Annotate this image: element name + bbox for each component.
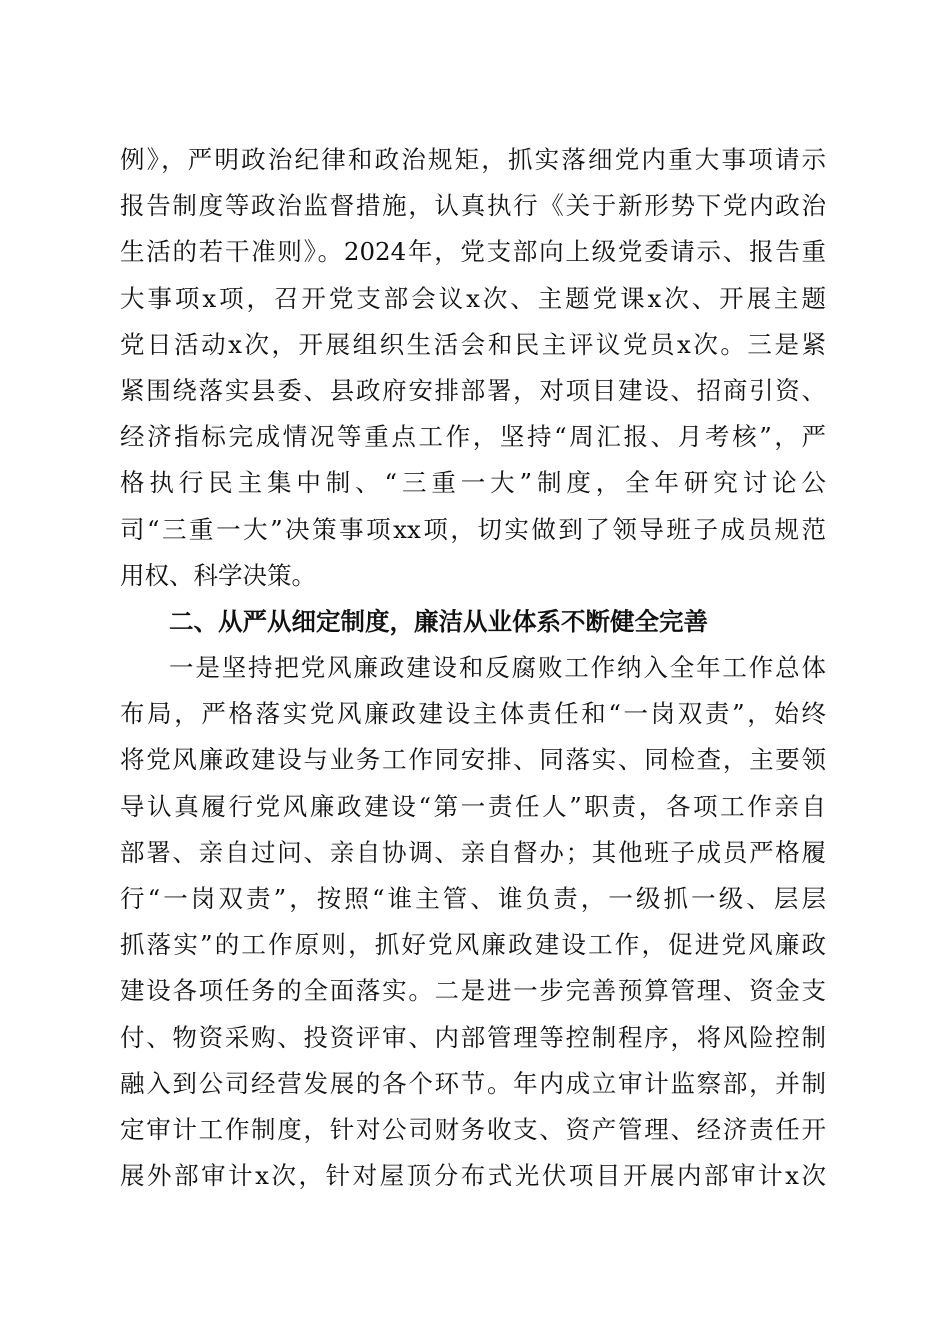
text-line: 格执行民主集中制、“三重一大”制度，全年研究讨论公 — [120, 468, 826, 498]
text-line: 导认真履行党风廉政建设“第一责任人”职责，各项工作亲自 — [120, 791, 826, 821]
paragraph-section-2 — [120, 645, 826, 1199]
text-line: 生活的若干准则》。2024年，党支部向上级党委请示、报告重 — [120, 237, 826, 267]
text-line: 党日活动x次，开展组织生活会和民主评议党员x次。三是紧 — [120, 329, 826, 359]
text-line: 定审计工作制度，针对公司财务收支、资产管理、经济责任开 — [120, 1114, 826, 1144]
text-line: 一是坚持把党风廉政建设和反腐败工作纳入全年工作总体 — [169, 653, 826, 683]
text-line: 建设各项任务的全面落实。二是进一步完善预算管理、资金支 — [120, 976, 826, 1006]
section-heading: 二、从严从细定制度，廉洁从业体系不断健全完善 — [169, 606, 708, 636]
text-line: 用权、科学决策。 — [120, 560, 316, 590]
text-line: 例》，严明政治纪律和政治规矩，抓实落细党内重大事项请示 — [120, 145, 826, 174]
document-body — [120, 137, 826, 1199]
text-line: 行“一岗双责”，按照“谁主管、谁负责，一级抓一级、层层 — [120, 884, 826, 913]
text-line: 抓落实”的工作原则，抓好党风廉政建设工作，促进党风廉政 — [120, 930, 826, 960]
text-line: 展外部审计x次，针对屋顶分布式光伏项目开展内部审计x次 — [120, 1161, 826, 1191]
text-line: 报告制度等政治监督措施，认真执行《关于新形势下党内政治 — [120, 191, 826, 221]
text-line: 紧围绕落实县委、县政府安排部署，对项目建设、招商引资、 — [120, 375, 826, 405]
text-line: 经济指标完成情况等重点工作，坚持“周汇报、月考核”，严 — [120, 422, 826, 452]
text-line: 将党风廉政建设与业务工作同安排、同落实、同检查，主要领 — [120, 745, 826, 775]
text-line: 付、物资采购、投资评审、内部管理等控制程序，将风险控制 — [120, 1022, 826, 1052]
text-line: 司“三重一大”决策事项xx项，切实做到了领导班子成员规范 — [120, 514, 826, 544]
text-line: 布局，严格落实党风廉政建设主体责任和“一岗双责”，始终 — [120, 699, 826, 729]
text-line: 大事项x项，召开党支部会议x次、主题党课x次、开展主题 — [120, 283, 826, 313]
text-line: 部署、亲自过问、亲自协调、亲自督办；其他班子成员严格履 — [120, 837, 826, 867]
text-line: 融入到公司经营发展的各个环节。年内成立审计监察部，并制 — [120, 1068, 826, 1098]
paragraph-continuation — [120, 137, 826, 599]
